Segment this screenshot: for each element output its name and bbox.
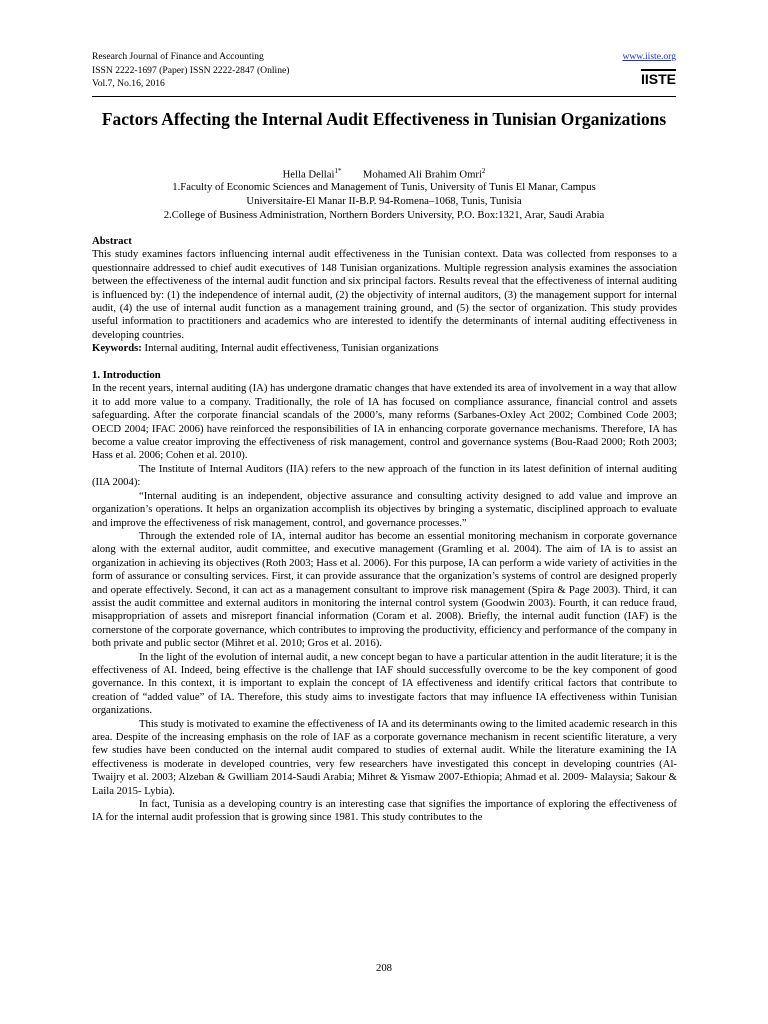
intro-paragraph-3: Through the extended role of IA, internal auditor has become an essential monitoring mechanism in corporate governance along with the external auditor, audit committee, and executive management (Gramling et al. 2004). The aim of IA is to assist an organization in achieving its objectives (Roth 2003; Hass et al. 2006). For this purpose, IA can perform a wide variety of activities in the form of assurance or consulting services. First, it can provide assurance that the organization’s systems of control are designed properly and operate effectively. Second, it can act as a management consultant to improve risk management (Spira & Page 2003). Third, it can assist the audit committee and external auditors in monitoring the internal control system (Goodwin 2003). Fourth, it can reduce fraud, misappropriation of assets and misreport financial information (Coram et al. 2008). Briefly, the internal audit function (IAF) is the cornerstone of the corporate governance, which contributes to improving the productivity, efficiency and performance of the company in both private and public sector (Mihret et al. 2010; Gros et al. 2016). [92, 529, 677, 650]
abstract-heading: Abstract [92, 235, 132, 247]
page-number: 208 [375, 962, 393, 974]
intro-paragraph-1: In the recent years, internal auditing (IA) has undergone dramatic changes that have extended its area of involvement in a way that allow it to add more value to a company. Traditionally, the role of IA has focused on compliance assurance, financial control and assets safeguarding. After the corporate financial scandals of the 2000’s, many reforms (Sarbanes-Oxley Act 2002; Combined Code 2003; OECD 2004; IFAC 2006) have reinforced the responsibilities of IA in enhancing corporate governance mechanisms. Therefore, IA has become a value creator improving the effectiveness of risk management, control and governance systems (Bou-Raad 2000; Roth 2003; Hass et al. 2006; Cohen et al. 2010). [92, 382, 677, 462]
affiliation-1-cont: Universitaire-El Manar II-B.P. 94-Romena–1068, Tunis, Tunisia [246, 195, 522, 207]
header-rule [92, 96, 676, 97]
journal-name: Research Journal of Finance and Accounting [92, 51, 264, 62]
iiste-logo: IISTE [640, 70, 676, 87]
author-2: Mohamed Ali Brahim Omri [362, 168, 482, 181]
intro-paragraph-2: The Institute of Internal Auditors (IIA) refers to the new approach of the function in its latest definition of internal auditing (IIA 2004): [92, 462, 677, 489]
affiliations [92, 180, 676, 222]
journal-header [92, 50, 289, 91]
journal-issn: ISSN 2222-1697 (Paper) ISSN 2222-2847 (Online) [92, 64, 290, 76]
paper-body [92, 235, 677, 825]
journal-header-right [622, 50, 676, 88]
iia-definition-quote: “Internal auditing is an independent, objective assurance and consulting activity designed to add value and improve an organization’s operations. It helps an organization accomplish its objectives by bringing a systematic, disciplined approach to evaluate and improve the effectiveness of risk management, control, and governance processes.” [92, 489, 677, 529]
author-2-sup: 2 [481, 167, 486, 175]
author-1-sup: 1* [334, 167, 342, 175]
keywords-text: Internal auditing, Internal audit effectiveness, Tunisian organizations [144, 342, 439, 355]
paper-title: Factors Affecting the Internal Audit Effectiveness in Tunisian Organizations [101, 109, 667, 129]
affiliation-2: 2.College of Business Administration, Northern Borders University, P.O. Box:1321, Arar, Saudi Arabia [163, 209, 605, 221]
author-1: Hella Dellai [282, 168, 335, 181]
author-line [92, 164, 676, 182]
intro-paragraph-4: In the light of the evolution of internal audit, a new concept began to have a particular attention in the audit literature; it is the effectiveness of AI. Indeed, being effective is the challenge that IAF should successfully overcome to be the key component of good governance. In this context, it is important to explain the concept of IA effectiveness and identify critical factors that contribute to creation of “added value” of IA. Therefore, this study aims to investigate factors that may influence IA effectiveness within Tunisian organizations. [92, 650, 677, 717]
affiliation-1: 1.Faculty of Economic Sciences and Management of Tunis, University of Tunis El Manar, Campus [172, 181, 596, 193]
keywords-line [92, 342, 677, 355]
keywords-label: Keywords: [92, 342, 142, 355]
intro-paragraph-5: This study is motivated to examine the effectiveness of IA and its determinants owing to the limited academic research in this area. Despite of the increasing emphasis on the role of IAF as a corporate governance mechanism in recent scientific literature, a very few studies have been conducted on the internal audit compared to studies of external audit. While the literature examining the IA effectiveness is moderate in developed countries, very few researchers have investigated this concept in developing countries (Al-Twaijry et al. 2003; Alzeban & Gwilliam 2014-Saudi Arabia; Mihret & Yismaw 2007-Ethiopia; Ahmad et al. 2009- Malaysia; Sakour & Laila 2015- Lybia). [92, 717, 677, 797]
intro-heading: 1. Introduction [92, 369, 161, 382]
intro-paragraph-6: In fact, Tunisia as a developing country is an interesting case that signifies the importance of exploring the effectiveness of IA for the internal audit profession that is growing since 1981. This study contributes to the [92, 798, 677, 824]
abstract-text: This study examines factors influencing internal audit effectiveness in the Tunisian context. Data was collected from responses to a questionnaire addressed to chief audit executives of 148 Tunisian organizations. Multiple regression analysis examines the association between the effectiveness of the internal audit function and six principal factors. Results reveal that the effectiveness of internal auditing is influenced by: (1) the independence of internal audit, (2) the objectivity of internal auditors, (3) the management support for internal audit, (4) the use of internal audit function as a management training ground, and (5) the sector of organization. This study provides useful information to practitioners and academics who are interested to identify the determinants of internal auditing effectiveness in developing countries. [92, 248, 677, 341]
journal-url-link[interactable]: www.iiste.org [622, 51, 676, 62]
journal-volume: Vol.7, No.16, 2016 [92, 78, 165, 90]
